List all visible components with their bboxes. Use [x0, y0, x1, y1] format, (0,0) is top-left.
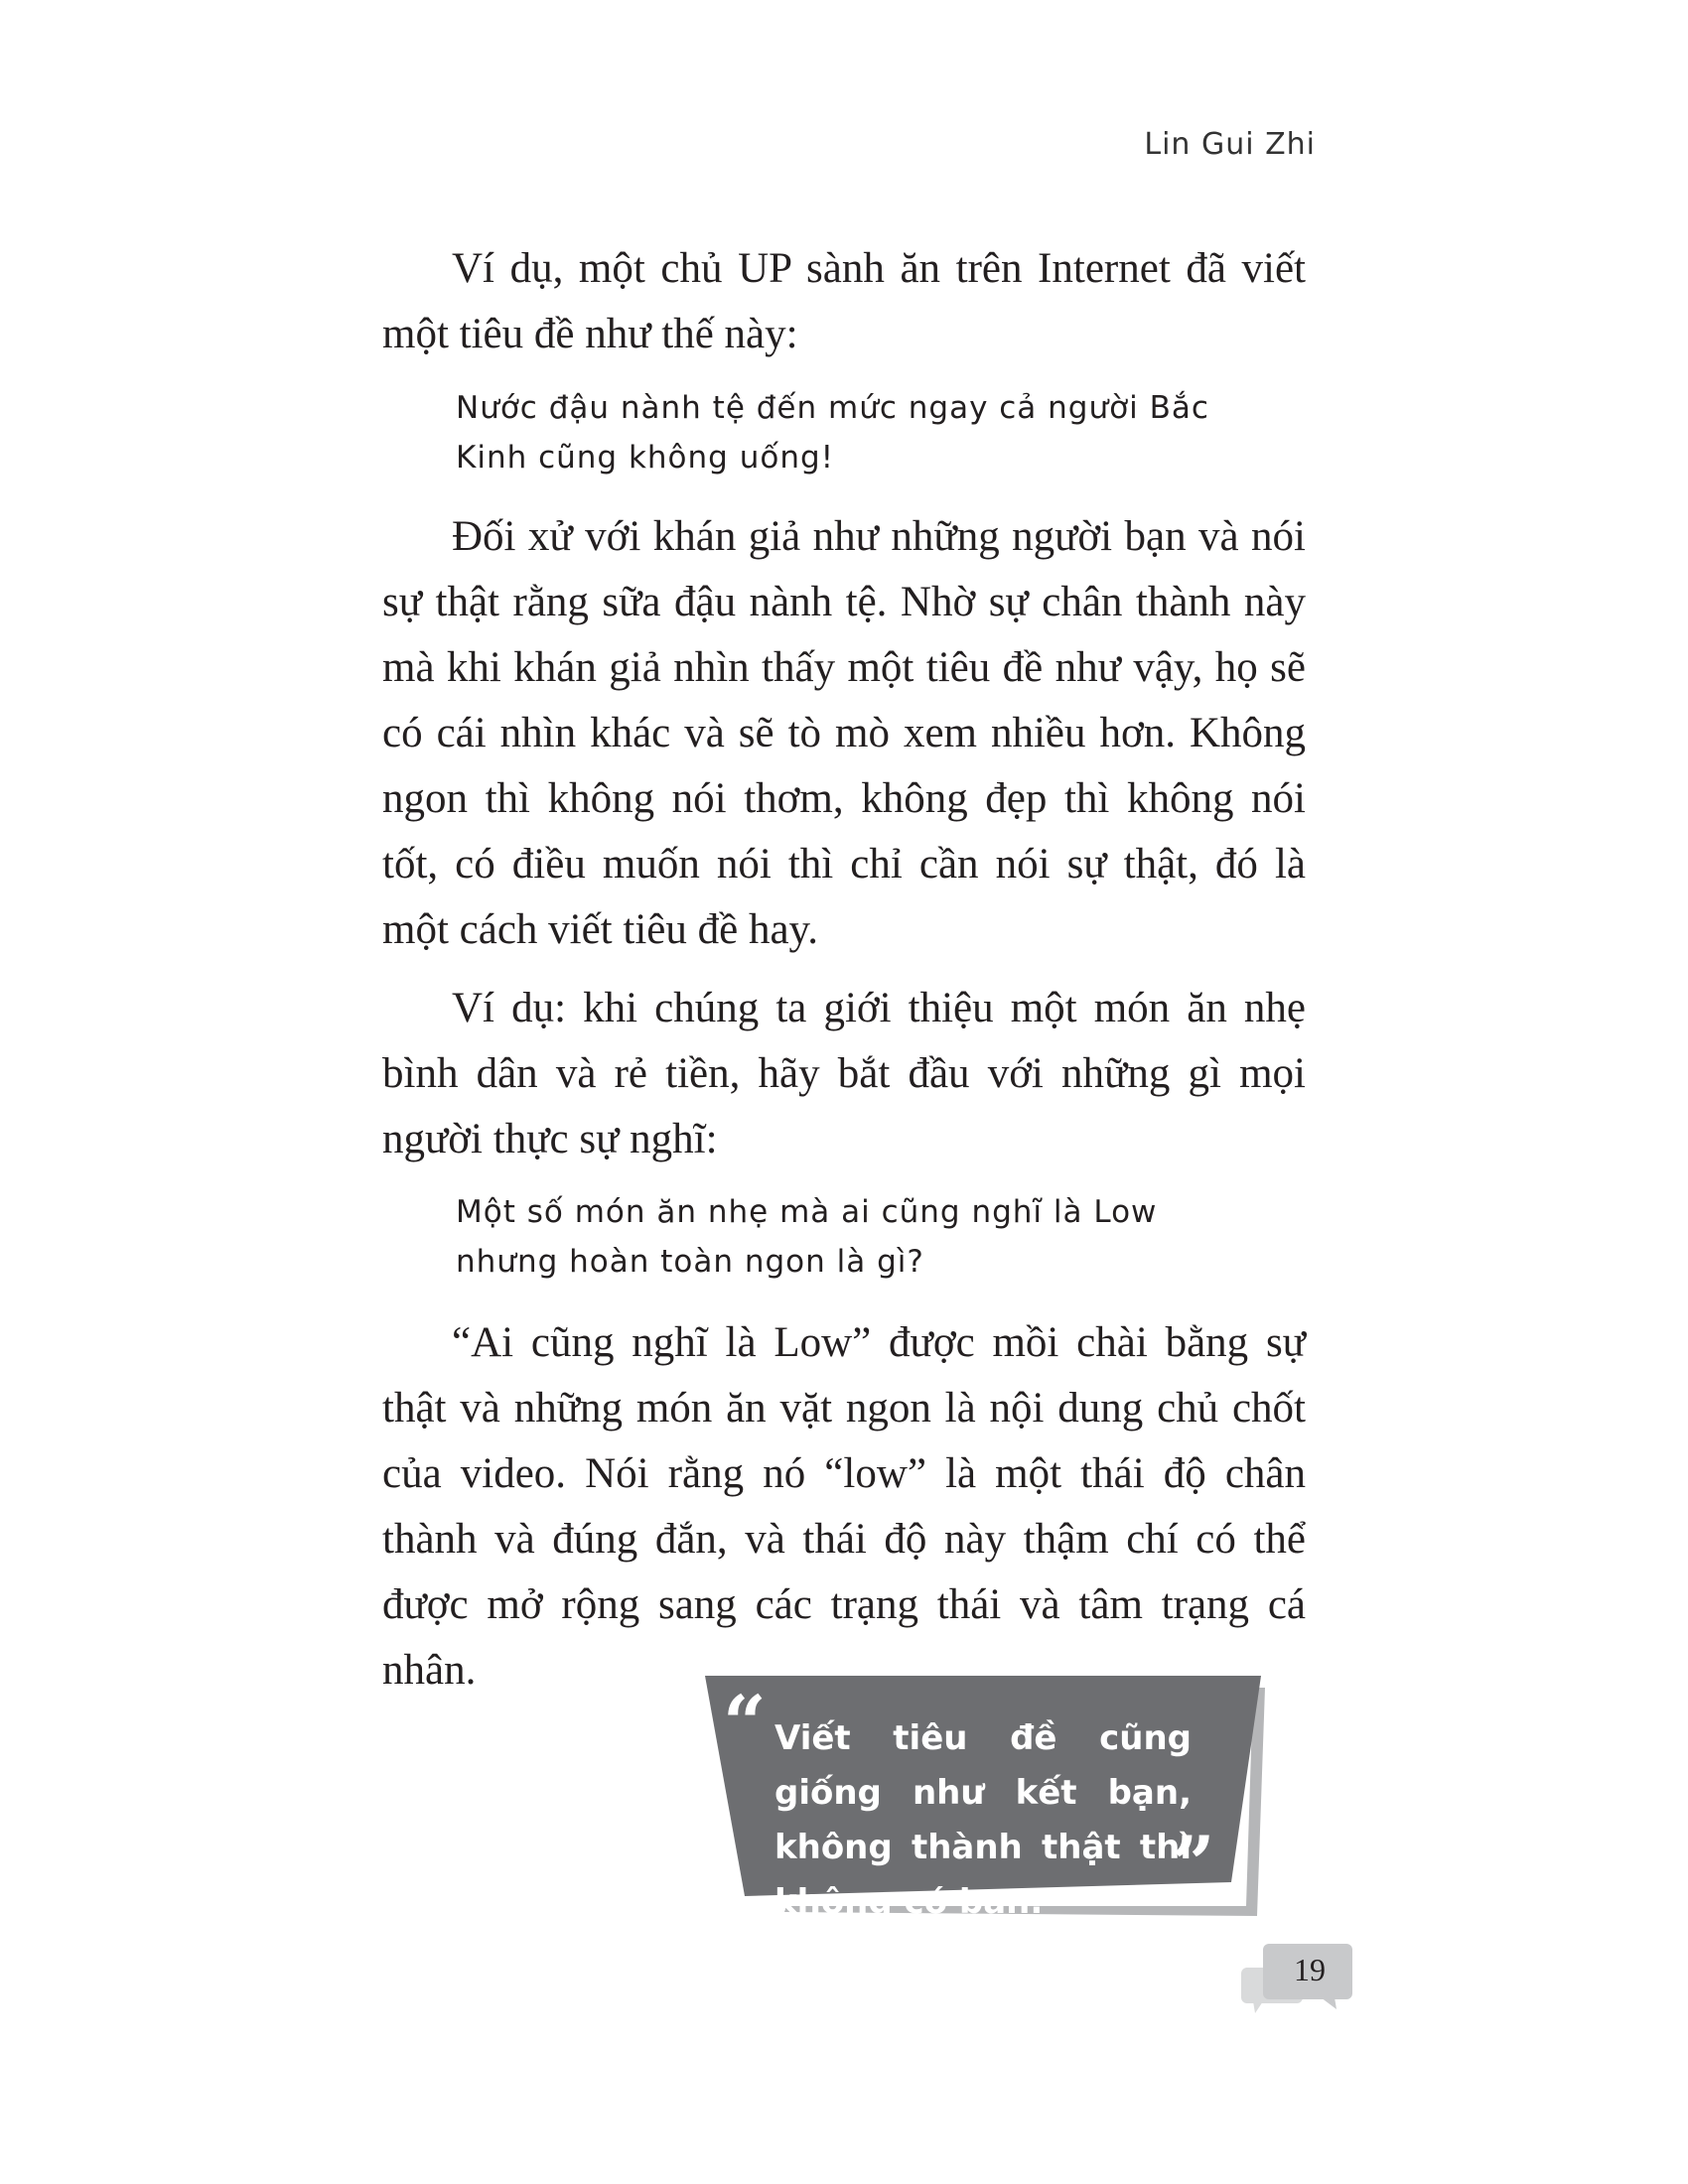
example-title-quote-2: Một số món ăn nhẹ mà ai cũng nghĩ là Low nhưng hoàn toàn ngon là gì? — [456, 1194, 1158, 1280]
body-paragraph-1: Ví dụ, một chủ UP sành ăn trên Internet đã viết một tiêu đề như thế này: — [382, 245, 1306, 357]
example-title-quote-1: Nước đậu nành tệ đến mức ngay cả người Bắc Kinh cũng không uống! — [456, 390, 1209, 476]
page-number: 19 — [1294, 1952, 1326, 1987]
running-header-author: Lin Gui Zhi — [1144, 127, 1316, 162]
close-quote-icon: ” — [1172, 1820, 1215, 1908]
body-paragraph-2: Đối xử với khán giả như những người bạn và nói sự thật rằng sữa đậu nành tệ. Nhờ sự chân thành này mà khi khán giả nhìn thấy một tiêu đề như vậy, họ sẽ có cái nhìn khác và sẽ tò mò xem nhiều hơn. Không ngon thì không nói thơm, không đẹp thì không nói tốt, có điều muốn nói thì chỉ cần nói sự thật, đó là một cách viết tiêu đề hay. — [382, 513, 1306, 953]
speech-bubble-back-tail — [1253, 2001, 1263, 2013]
pull-quote-callout — [705, 1676, 1271, 1928]
body-paragraph-3: Ví dụ: khi chúng ta giới thiệu một món ăn nhẹ bình dân và rẻ tiền, hãy bắt đầu với những gì mọi người thực sự nghĩ: — [382, 985, 1306, 1162]
callout-text: Viết tiêu đề cũng giống như kết bạn, không thành thật thì không có bạn. — [774, 1718, 1192, 1922]
page-number-badge — [1241, 1944, 1355, 2023]
open-quote-icon: “ — [723, 1679, 767, 1767]
body-paragraph-4: “Ai cũng nghĩ là Low” được mồi chài bằng sự thật và những món ăn vặt ngon là nội dung chủ chốt của video. Nói rằng nó “low” là một thái độ chân thành và đúng đắn, và thái độ này thậm chí có thể được mở rộng sang các trạng thái và tâm trạng cá nhân. — [382, 1319, 1306, 1694]
